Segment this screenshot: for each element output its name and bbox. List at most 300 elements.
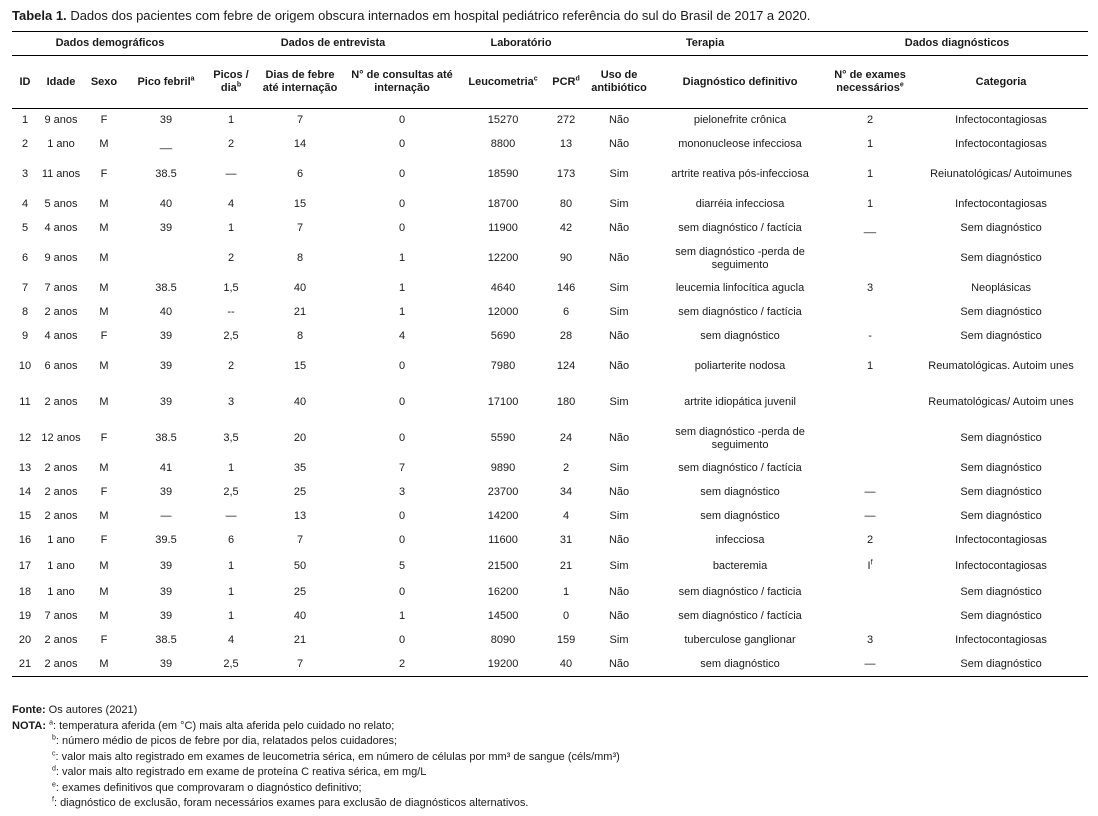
column-header xyxy=(914,56,1088,109)
group-diagnostics: Dados diagnósticos xyxy=(826,32,1088,56)
table-cell: 5590 xyxy=(490,432,516,444)
table-cell: Sem diagnóstico xyxy=(960,610,1042,622)
table-cell: 21 xyxy=(12,653,38,677)
table-cell: 159 xyxy=(556,634,576,646)
note-text: : valor mais alto registrado em exames de leucometria sérica, em número de células por mm³ de sangue (céls/mm³) xyxy=(55,750,620,763)
table-cell: 35 xyxy=(293,462,307,474)
table-cell: sem diagnóstico / factícia xyxy=(678,306,802,318)
table-cell: Não xyxy=(608,222,630,234)
caption-label: Tabela 1. xyxy=(12,8,67,23)
table-cell: 39 xyxy=(124,653,208,677)
column-header xyxy=(84,56,124,109)
table-cell: Sem diagnóstico xyxy=(960,330,1042,342)
table-cell: Reumatológicas. Autoim unes xyxy=(928,360,1074,372)
table-cell: leucemia linfocítica agucla xyxy=(675,282,805,294)
table-cell: 0 xyxy=(398,396,406,408)
table-cell xyxy=(826,241,914,277)
table-cell: 3 xyxy=(866,634,874,646)
table-cell: 31 xyxy=(559,534,573,546)
table-cell: 2 xyxy=(346,653,458,677)
table-cell: 15 xyxy=(18,510,32,522)
table-cell: 3 xyxy=(227,396,235,408)
table-cell: 13 xyxy=(559,138,573,150)
table-cell: 1 ano xyxy=(47,560,75,572)
table-cell: 38.5 xyxy=(155,432,177,444)
table-cell: 50 xyxy=(293,560,307,572)
table-cell: 18590 xyxy=(487,168,519,180)
table-cell: — xyxy=(826,653,914,677)
table-cell: 38.5 xyxy=(155,168,177,180)
note-item xyxy=(12,719,620,735)
table-cell: 14 xyxy=(293,138,307,150)
column-header xyxy=(548,56,584,109)
table-cell: Sem diagnóstico xyxy=(960,486,1042,498)
table-row xyxy=(12,217,1088,241)
table-cell: sem diagnóstico / facticia xyxy=(678,586,802,598)
notes-list xyxy=(12,719,620,812)
table-cell: 1 xyxy=(866,138,874,150)
table-cell: 272 xyxy=(556,114,576,127)
table-cell: 23700 xyxy=(487,486,519,498)
table-cell: artrite reativa pós-infecciosa xyxy=(671,168,809,180)
caption-text: Dados dos pacientes com febre de origem obscura internados em hospital pediátrico referência do sul do Brasil de 2017 a 2020. xyxy=(70,8,811,23)
table-cell: 39 xyxy=(159,586,173,598)
table-cell: 14200 xyxy=(487,510,519,522)
table-cell: 2 anos xyxy=(44,634,78,646)
table-cell: 9 anos xyxy=(44,252,78,264)
table-cell: 15 xyxy=(293,198,307,210)
note-text: : exames definitivos que comprovaram o diagnóstico definitivo; xyxy=(55,781,362,794)
table-cell: 0 xyxy=(398,360,406,372)
column-header xyxy=(254,56,346,109)
table-cell: 0 xyxy=(398,634,406,646)
table-cell: 2 xyxy=(227,138,235,150)
table-cell: Infectocontagiosas xyxy=(955,138,1047,150)
table-cell: 2,5 xyxy=(223,486,239,498)
table-cell: 40 xyxy=(293,396,307,408)
column-header-label: PCR xyxy=(552,75,576,88)
table-cell: sem diagnóstico xyxy=(700,330,780,342)
table-cell: Infectocontagiosas xyxy=(955,634,1047,646)
table-cell: 6 xyxy=(227,534,235,546)
column-header xyxy=(124,56,208,109)
table-cell: 1 xyxy=(21,114,29,127)
table-cell: M xyxy=(99,586,109,598)
table-cell: Sim xyxy=(609,396,629,408)
table-cell: 9 anos xyxy=(44,114,78,127)
column-header-label: N° de consultas até internação xyxy=(351,69,453,94)
table-cell: 2 anos xyxy=(44,510,78,522)
footnote-marker: f xyxy=(52,796,54,804)
source-label: Fonte: xyxy=(12,704,46,716)
table-cell: Sim xyxy=(609,282,629,294)
table-cell: sem diagnóstico / factícia xyxy=(678,222,802,234)
table-cell: sem diagnóstico / factícia xyxy=(678,462,802,474)
table-cell: 7 xyxy=(296,114,304,127)
table-cell: M xyxy=(99,282,109,294)
table-cell: 90 xyxy=(559,252,573,264)
table-cell: F xyxy=(100,486,108,498)
table-cell: 2 anos xyxy=(44,486,78,498)
table-cell: bacteremia xyxy=(712,560,768,572)
table-cell: — xyxy=(225,510,237,522)
table-cell: 11 anos xyxy=(41,168,81,180)
table-cell: 13 xyxy=(293,510,307,522)
table-cell xyxy=(826,605,914,629)
table-cell: 19 xyxy=(18,610,32,622)
table-cell: M xyxy=(99,306,109,318)
table-row xyxy=(12,109,1088,133)
table-cell: M xyxy=(99,462,109,474)
table-cell: 34 xyxy=(559,486,573,498)
table-cell: Sim xyxy=(609,510,629,522)
table-cell: Não xyxy=(608,610,630,622)
table-cell: 0 xyxy=(398,510,406,522)
table-cell: 25 xyxy=(293,486,307,498)
table-cell: 11600 xyxy=(488,534,518,546)
table-cell: Não xyxy=(608,586,630,598)
source-line xyxy=(12,703,620,719)
table-cell: 0 xyxy=(398,534,406,546)
table-cell: Sem diagnóstico xyxy=(960,306,1042,318)
column-header xyxy=(208,56,254,109)
note-item xyxy=(12,750,620,766)
table-cell: Não xyxy=(608,486,630,498)
table-cell: 18700 xyxy=(487,198,519,210)
table-cell xyxy=(826,301,914,325)
table-cell xyxy=(826,421,914,457)
table-cell: 0 xyxy=(398,586,406,598)
table-cell: 2 anos xyxy=(44,306,78,318)
table-cell: 13 xyxy=(18,462,32,474)
table-cell: 1 xyxy=(227,114,235,127)
table-cell: M xyxy=(84,653,124,677)
column-header-label: Dias de febre até internação xyxy=(262,69,338,94)
table-cell: 3 xyxy=(398,486,406,498)
table-cell: 18 xyxy=(18,586,32,598)
table-row xyxy=(12,133,1088,157)
table-cell: 8090 xyxy=(490,634,516,646)
table-cell: Sim xyxy=(609,168,629,180)
table-row xyxy=(12,301,1088,325)
table-cell: 21 xyxy=(293,306,307,318)
table-cell: M xyxy=(99,510,109,522)
table-row xyxy=(12,325,1088,349)
table-cell: poliarterite nodosa xyxy=(694,360,786,372)
table-row xyxy=(12,349,1088,385)
table-row xyxy=(12,505,1088,529)
table-cell: 5 anos xyxy=(44,198,78,210)
group-demographics: Dados demográficos xyxy=(12,32,208,56)
table-cell: Sim xyxy=(609,306,629,318)
table-cell: 1 ano xyxy=(47,138,75,150)
note-item xyxy=(12,796,620,812)
table-cell xyxy=(826,385,914,421)
column-header xyxy=(458,56,548,109)
table-cell: F xyxy=(100,114,108,127)
table-cell: 2 xyxy=(227,252,235,264)
table-cell: Sem diagnóstico xyxy=(914,653,1088,677)
table-cell: 5690 xyxy=(490,330,516,342)
table-cell: 39 xyxy=(159,360,173,372)
table-cell: - xyxy=(868,330,872,342)
column-header xyxy=(584,56,654,109)
footnote-marker: e xyxy=(52,780,56,788)
table-cell: sem diagnóstico -perda de seguimento xyxy=(675,425,805,451)
table-cell: Não xyxy=(608,534,630,546)
table-cell: 21500 xyxy=(487,560,519,572)
table-cell: M xyxy=(99,396,109,408)
table-cell: 6 xyxy=(21,252,29,264)
column-header xyxy=(654,56,826,109)
table-cell: M xyxy=(99,138,109,150)
table-cell: 15270 xyxy=(487,114,519,127)
table-cell: 21 xyxy=(293,634,307,646)
table-cell: 1 xyxy=(866,198,874,210)
group-interview: Dados de entrevista xyxy=(208,32,458,56)
table-cell: — xyxy=(160,510,172,522)
table-cell: Sim xyxy=(609,634,629,646)
table-cell: 2,5 xyxy=(208,653,254,677)
table-cell: 1 xyxy=(227,462,235,474)
table-cell: sem diagnóstico xyxy=(700,486,780,498)
table-cell: 25 xyxy=(293,586,307,598)
note-text: : temperatura aferida (em °C) mais alta aferida pelo cuidado no relato; xyxy=(52,719,395,732)
table-cell: 11 xyxy=(19,396,31,408)
table-cell: M xyxy=(99,252,109,264)
group-laboratory: Laboratório xyxy=(458,32,584,56)
notes-label: NOTA: xyxy=(12,719,47,732)
table-cell: 21 xyxy=(559,560,573,572)
footnote-marker: d xyxy=(575,74,580,82)
table-cell: 1 xyxy=(866,168,874,180)
table-cell: — xyxy=(225,168,237,180)
table-cell: 1 xyxy=(398,610,406,622)
footnote-marker: a xyxy=(49,718,53,726)
column-header-label: Pico febril xyxy=(137,75,191,88)
table-cell: 1 xyxy=(227,222,235,234)
table-cell: 1,5 xyxy=(223,282,239,294)
table-cell: 8800 xyxy=(490,138,516,150)
table-cell: 28 xyxy=(559,330,573,342)
table-cell: 0 xyxy=(398,168,406,180)
column-header-label: Picos / dia xyxy=(213,69,249,94)
table-cell: Infectocontagiosas xyxy=(955,114,1047,127)
table-cell: Infectocontagiosas xyxy=(955,198,1047,210)
table-cell: Sim xyxy=(609,198,629,210)
table-cell: 40 xyxy=(548,653,584,677)
table-cell: Não xyxy=(584,653,654,677)
column-header xyxy=(346,56,458,109)
table-cell: 6 xyxy=(296,168,304,180)
table-cell: 3,5 xyxy=(223,432,239,444)
table-cell xyxy=(826,581,914,605)
table-cell: 4 xyxy=(227,198,235,210)
table-cell: 7 anos xyxy=(44,610,78,622)
table-cell: M xyxy=(99,610,109,622)
table-cell: pielonefrite crônica xyxy=(693,114,787,127)
table-cell: Sim xyxy=(609,462,629,474)
table-cell: 1 xyxy=(398,252,406,264)
table-cell: 4 anos xyxy=(44,222,78,234)
table-cell: mononucleose infecciosa xyxy=(678,138,802,150)
column-header-row xyxy=(12,56,1088,109)
footnote-marker: a xyxy=(190,74,195,82)
table-cell: Sem diagnóstico xyxy=(960,462,1042,474)
table-row xyxy=(12,193,1088,217)
note-item xyxy=(12,781,620,797)
table-cell: 24 xyxy=(559,432,573,444)
table-cell: 4 xyxy=(227,634,235,646)
table-cell: 1 ano xyxy=(47,586,75,598)
table-row xyxy=(12,653,1088,677)
table-cell: F xyxy=(100,634,108,646)
patients-table xyxy=(12,31,1088,677)
table-cell: 2 anos xyxy=(44,462,78,474)
table-cell: 1 xyxy=(562,586,570,598)
column-header-label: Sexo xyxy=(90,75,118,88)
table-cell: Não xyxy=(608,432,630,444)
table-cell: Sem diagnóstico xyxy=(960,222,1042,234)
table-cell: F xyxy=(100,330,108,342)
table-cell: 42 xyxy=(559,222,573,234)
table-cell: 41 xyxy=(159,462,173,474)
table-cell: M xyxy=(99,222,109,234)
table-body xyxy=(12,109,1088,677)
table-cell: 0 xyxy=(398,138,406,150)
column-header xyxy=(12,56,38,109)
table-cell: diarréia infecciosa xyxy=(695,198,785,210)
table-cell: 0 xyxy=(398,114,406,127)
table-cell: 8 xyxy=(21,306,29,318)
column-header xyxy=(38,56,84,109)
table-cell: 17 xyxy=(18,560,32,572)
table-cell: 5 xyxy=(398,560,406,572)
table-cell: Infectocontagiosas xyxy=(955,560,1047,572)
table-caption xyxy=(12,8,810,24)
source-text: Os autores (2021) xyxy=(48,704,138,716)
table-cell: 2,5 xyxy=(223,330,239,342)
table-cell: 4 anos xyxy=(44,330,78,342)
table-cell: 3 xyxy=(866,282,874,294)
table-cell: $I^f$ xyxy=(867,559,873,572)
footnote-marker: b xyxy=(52,734,56,742)
table-cell: Sem diagnóstico xyxy=(960,586,1042,598)
table-cell: Sem diagnóstico xyxy=(960,252,1042,264)
table-cell: 14 xyxy=(18,486,32,498)
table-cell: 1 xyxy=(866,360,874,372)
table-cell: 1 xyxy=(227,586,235,598)
table-row xyxy=(12,581,1088,605)
column-header xyxy=(826,56,914,109)
column-header-label: Leucometria xyxy=(468,75,534,88)
column-header-label: ID xyxy=(19,75,31,88)
table-cell: — xyxy=(864,510,876,522)
table-cell: 12 xyxy=(18,432,32,444)
note-item xyxy=(12,765,620,781)
footnote-marker: d xyxy=(52,765,56,773)
column-header-label: Diagnóstico definitivo xyxy=(682,75,798,88)
table-cell: 173 xyxy=(556,168,576,180)
table-cell: 9890 xyxy=(490,462,516,474)
table-cell xyxy=(826,457,914,481)
table-cell: __ xyxy=(863,222,877,234)
table-row xyxy=(12,157,1088,193)
table-cell: Não xyxy=(608,360,630,372)
table-cell: 7 xyxy=(21,282,29,294)
table-cell: 2 xyxy=(227,360,235,372)
note-item xyxy=(12,734,620,750)
table-cell: Não xyxy=(608,330,630,342)
table-cell: Reiunatológicas/ Autoimunes xyxy=(930,168,1072,180)
table-cell: 39 xyxy=(159,330,173,342)
footnote-marker: c xyxy=(533,74,538,82)
table-cell: 1 xyxy=(227,610,235,622)
table-cell: 6 anos xyxy=(44,360,78,372)
table-cell: 1 xyxy=(227,560,235,572)
table-cell: 7980 xyxy=(490,360,516,372)
table-cell: 2 xyxy=(866,114,874,127)
table-cell: 20 xyxy=(293,432,307,444)
table-cell: 38.5 xyxy=(155,634,177,646)
table-cell: 40 xyxy=(293,282,307,294)
table-cell: 9 xyxy=(21,330,29,342)
table-cell: 15 xyxy=(293,360,307,372)
table-cell: sem diagnóstico / factícia xyxy=(678,610,802,622)
table-cell: 8 xyxy=(296,252,304,264)
table-cell: Infectocontagiosas xyxy=(955,534,1047,546)
table-cell: M xyxy=(99,360,109,372)
table-cell: Neoplásicas xyxy=(971,282,1031,294)
table-cell: 7 xyxy=(398,462,406,474)
table-cell: 39 xyxy=(159,222,173,234)
table-cell: 40 xyxy=(293,610,307,622)
table-cell: 39 xyxy=(159,560,173,572)
column-header-label: Categoria xyxy=(975,75,1027,88)
table-cell: 39 xyxy=(159,396,173,408)
table-cell: 1 ano xyxy=(47,534,75,546)
table-cell: F xyxy=(100,432,108,444)
table-cell: 2 anos xyxy=(44,396,78,408)
column-header-label: Uso de antibiótico xyxy=(591,69,647,94)
table-cell: F xyxy=(100,168,108,180)
footnote-marker: b xyxy=(236,81,242,89)
table-cell: 2 xyxy=(562,462,570,474)
table-cell: Reumatológicas/ Autoim unes xyxy=(928,396,1074,408)
note-text: : número médio de picos de febre por dia, relatados pelos cuidadores; xyxy=(55,735,398,747)
table-cell: __ xyxy=(159,138,173,150)
table-cell: sem diagnóstico -perda de seguimento xyxy=(675,245,805,271)
table-cell: 11900 xyxy=(488,222,518,234)
column-header-label: Idade xyxy=(46,75,76,88)
table-cell: 16 xyxy=(18,534,32,546)
table-cell: 7 xyxy=(296,534,304,546)
table-cell: 4 xyxy=(562,510,570,522)
table-cell: 7 anos xyxy=(44,282,78,294)
table-cell: artrite idiopática juvenil xyxy=(684,396,796,408)
table-cell: 39.5 xyxy=(155,534,177,546)
table-row xyxy=(12,277,1088,301)
table-cell: 0 xyxy=(398,198,406,210)
table-cell: Sim xyxy=(609,560,629,572)
table-cell: M xyxy=(99,198,109,210)
table-cell: — xyxy=(864,486,876,498)
note-text: : diagnóstico de exclusão, foram necessários exames para exclusão de diagnósticos alternativos. xyxy=(53,797,529,809)
table-cell: 0 xyxy=(398,222,406,234)
table-cell: 5 xyxy=(21,222,29,234)
table-cell: 0 xyxy=(562,610,570,622)
table-row xyxy=(12,457,1088,481)
